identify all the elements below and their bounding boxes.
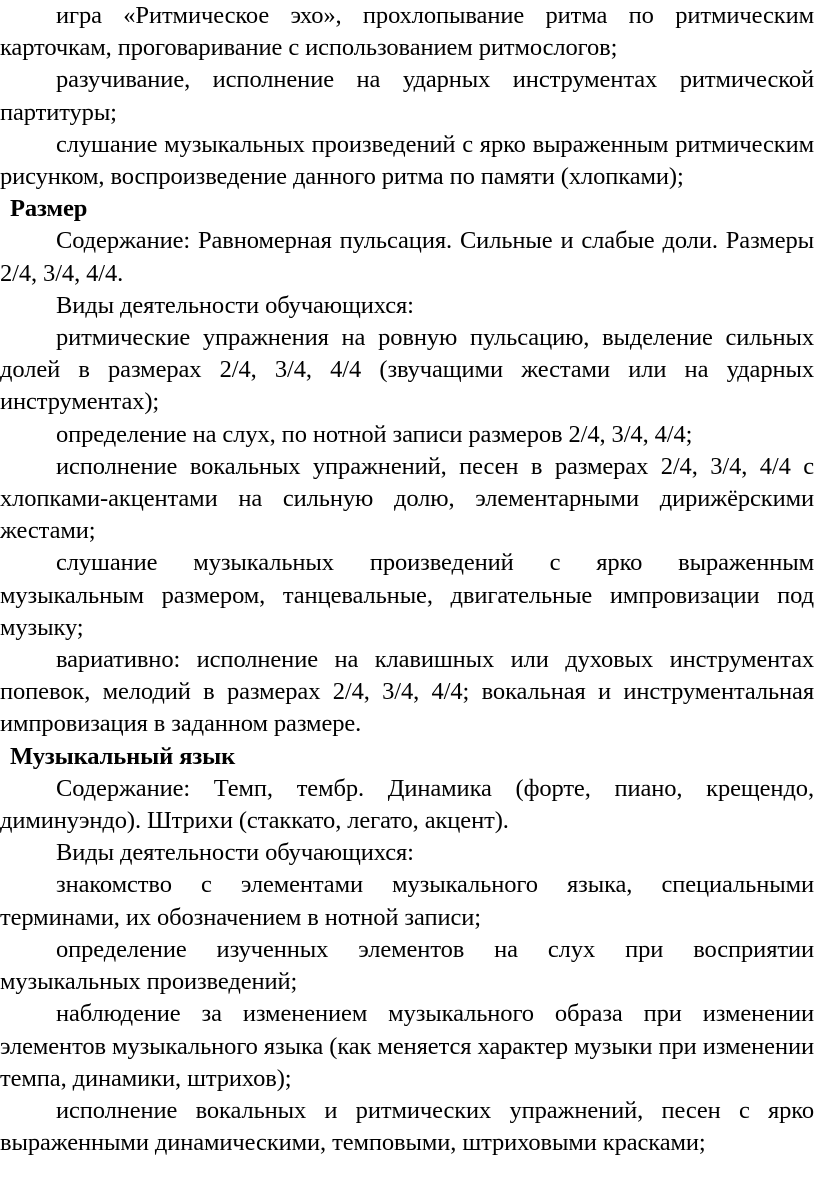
paragraph-optional-instruments: вариативно: исполнение на клавишных или духовых инструментах попевок, мелодий в размерах 2/4, 3/4, 4/4; вокальная и инструментальная импровизация в заданном размере. bbox=[0, 646, 814, 738]
paragraph-expressive-performance: исполнение вокальных и ритмических упражнений, песен с ярко выраженными динамическими, темповыми, штриховыми красками; bbox=[0, 1096, 814, 1157]
paragraph-percussion-score: разучивание, исполнение на ударных инструментах ритмической партитуры; bbox=[0, 66, 814, 126]
paragraph-listening-meter: слушание музыкальных произведений с ярко выраженным музыкальным размером, танцевальные, двигательные импровизации под музыку; bbox=[0, 549, 814, 641]
section-heading-meter: Размер bbox=[10, 195, 88, 223]
paragraph-aural-recognition: определение изученных элементов на слух при восприятии музыкальных произведений; bbox=[0, 935, 814, 996]
paragraph-listening-rhythm: слушание музыкальных произведений с ярко выраженным ритмическим рисунком, воспроизведение данного ритма по памяти (хлопками); bbox=[0, 130, 814, 191]
paragraph-terminology: знакомство с элементами музыкального языка, специальными терминами, их обозначением в нотной записи; bbox=[0, 871, 814, 931]
paragraph-meter-identification: определение на слух, по нотной записи размеров 2/4, 3/4, 4/4; bbox=[56, 420, 693, 448]
paragraph-activities-label: Виды деятельности обучающихся: bbox=[56, 291, 414, 319]
paragraph-image-observation: наблюдение за изменением музыкального образа при изменении элементов музыкального языка (как меняется характер музыки при изменении темпа, динамики, штрихов); bbox=[0, 1000, 814, 1092]
paragraph-language-content: Содержание: Темп, тембр. Динамика (форте, пиано, крещендо, диминуэндо). Штрихи (стаккато, легато, акцент). bbox=[0, 774, 814, 835]
paragraph-meter-content: Содержание: Равномерная пульсация. Сильные и слабые доли. Размеры 2/4, 3/4, 4/4. bbox=[0, 227, 814, 287]
section-heading-musical-language: Музыкальный язык bbox=[10, 742, 236, 770]
paragraph-rhythm-echo-game: игра «Ритмическое эхо», прохлопывание ритма по ритмическим карточкам, проговаривание с использованием ритмослогов; bbox=[0, 2, 814, 62]
paragraph-vocal-exercises-meter: исполнение вокальных упражнений, песен в размерах 2/4, 3/4, 4/4 с хлопками-акцентами на сильную долю, элементарными дирижёрскими жестами; bbox=[0, 452, 814, 545]
paragraph-pulse-exercises: ритмические упражнения на ровную пульсацию, выделение сильных долей в размерах 2/4, 3/4, 4/4 (звучащими жестами или на ударных инструментах); bbox=[0, 324, 814, 416]
paragraph-activities-label-2: Виды деятельности обучающихся: bbox=[56, 839, 414, 867]
